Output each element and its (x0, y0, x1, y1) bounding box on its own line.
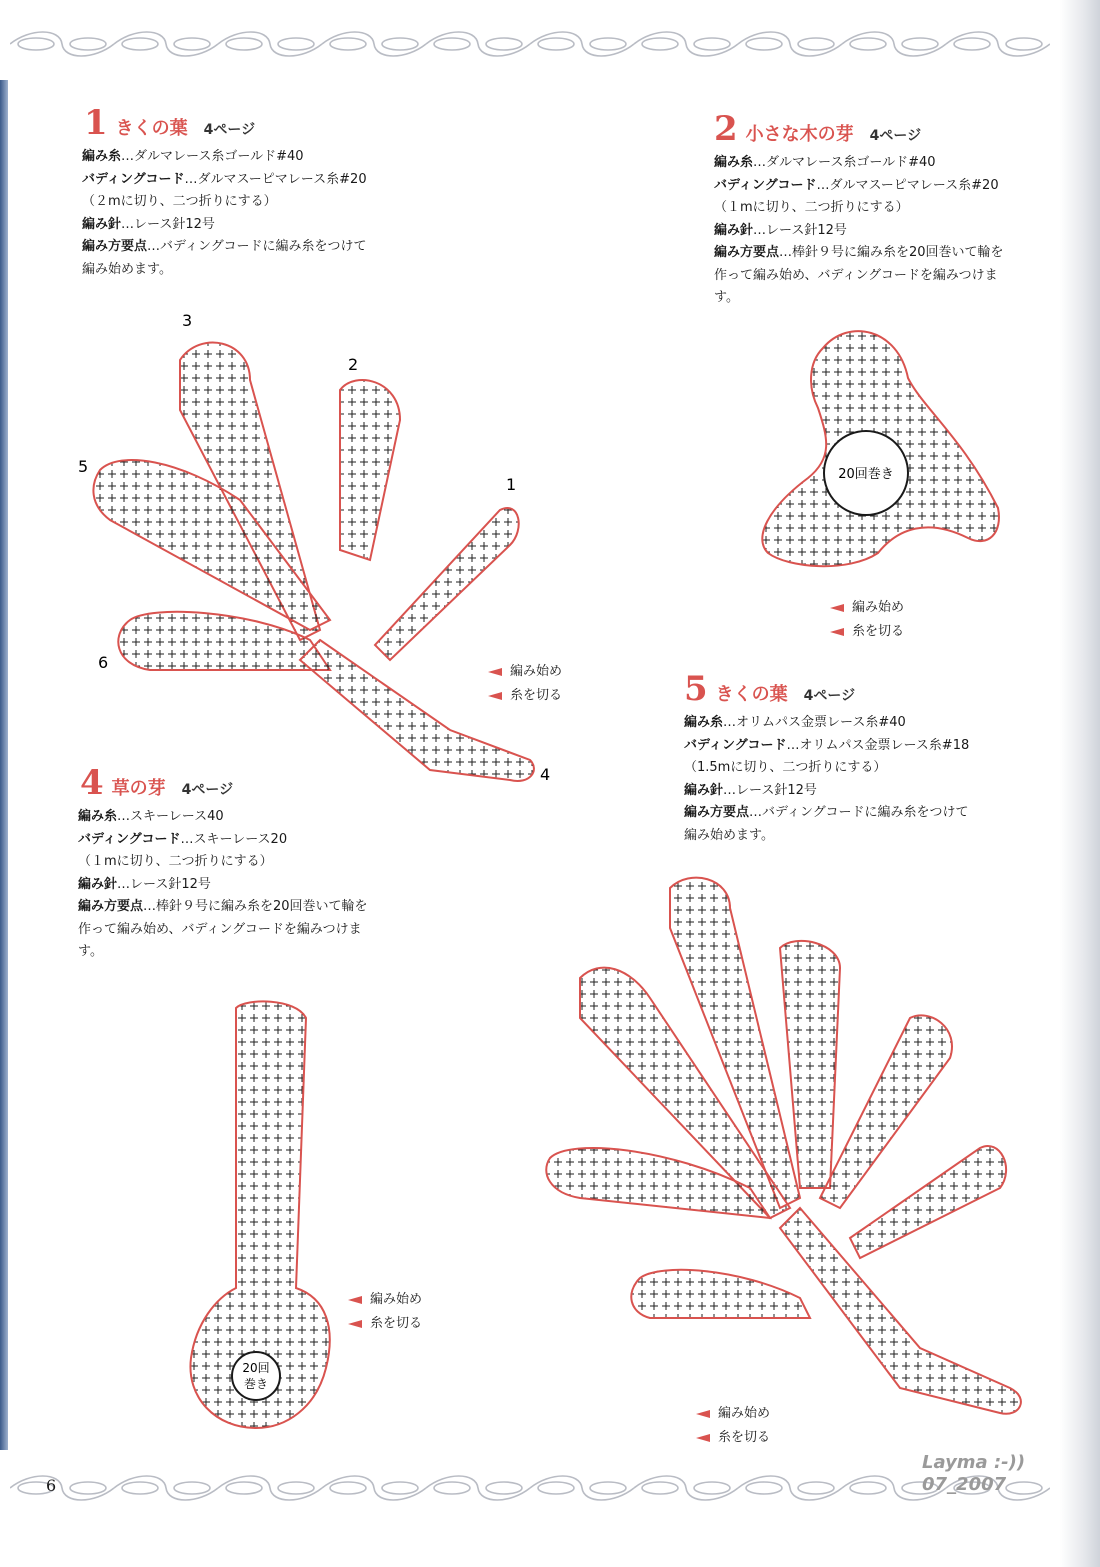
leaf-label-4: 4 (540, 765, 551, 784)
spec-row: 編み針…レース針12号 (78, 876, 211, 892)
leaf-label-3: 3 (182, 311, 193, 330)
legend-start-label: 編み始め (852, 600, 905, 615)
section-2-number: 2 (714, 109, 738, 149)
leaf-label-2: 2 (348, 355, 359, 374)
spec-row: バディングコード…スキーレース20 (78, 831, 288, 847)
spec-row: （１mに切り、二つ折りにする） (714, 200, 909, 215)
spec-row: 編み糸…ダルマレース糸ゴールド#40 (714, 155, 936, 170)
section-1-page-ref: 4ページ (203, 122, 256, 138)
section-5-diagram (540, 868, 1040, 1428)
spec-row: 作って編み始め、バディングコードを編みつけま (714, 267, 998, 283)
section-5-legend (694, 1402, 770, 1450)
legend-cut-label: 糸を切る (370, 1316, 423, 1331)
section-4-spec (78, 806, 368, 964)
legend-cut-label: 糸を切る (510, 688, 563, 703)
page-gutter-shadow (1060, 0, 1100, 1567)
section-5-page-ref: 4ページ (803, 688, 856, 704)
spec-row: 編み糸…スキーレース40 (78, 809, 224, 824)
spec-row: 編み始めます。 (684, 827, 774, 843)
spec-row: 編み糸…オリムパス金票レース糸#40 (684, 715, 906, 730)
center-ring-label-2: 巻き (243, 1377, 269, 1391)
section-1-spec (82, 146, 367, 281)
spec-row: 編み糸…ダルマレース糸ゴールド#40 (82, 149, 304, 164)
page-number: 6 (46, 1476, 57, 1495)
leaf-d (820, 1015, 952, 1208)
leaf-label-1: 1 (506, 475, 517, 494)
section-2-spec (714, 152, 1004, 310)
page-binding-edge (0, 80, 8, 1450)
center-ring-label: 20回巻き (838, 467, 894, 482)
section-4-number: 4 (80, 763, 104, 803)
legend-cut-label: 糸を切る (852, 624, 905, 639)
watermark (922, 1452, 1025, 1496)
leaf-label-5: 5 (78, 457, 89, 476)
spec-row: 編み方要点…棒針９号に編み糸を20回巻いて輪を (714, 245, 1004, 260)
section-5-title (684, 669, 856, 709)
spec-row: 編み方要点…バディングコードに編み糸をつけて (82, 239, 367, 254)
section-5-spec (684, 712, 969, 847)
spec-row: す。 (714, 290, 739, 305)
section-1-legend (486, 660, 562, 708)
spec-row: 編み方要点…棒針９号に編み糸を20回巻いて輪を (78, 899, 368, 914)
section-1-title (84, 103, 256, 143)
section-4-diagram (176, 988, 336, 1448)
section-4-title (80, 763, 234, 803)
spec-row: 編み針…レース針12号 (714, 222, 847, 238)
legend-start-label: 編み始め (510, 664, 563, 679)
section-1-diagram (70, 300, 570, 840)
leaf-g (631, 1270, 810, 1318)
spec-row: す。 (78, 944, 103, 959)
center-ring-label-1: 20回 (242, 1361, 270, 1375)
section-2-diagram (748, 318, 1018, 598)
section-1-name: きくの葉 (115, 118, 188, 139)
spec-row: 編み方要点…バディングコードに編み糸をつけて (684, 805, 969, 820)
legend-start-label: 編み始め (718, 1406, 771, 1421)
spec-row: 編み針…レース針12号 (82, 216, 215, 232)
spec-row: （1.5mに切り、二つ折りにする） (684, 760, 887, 775)
section-2-page-ref: 4ページ (869, 128, 922, 144)
leaf-label-6: 6 (98, 653, 109, 672)
section-5-number: 5 (684, 669, 708, 709)
spec-row: 編み針…レース針12号 (684, 782, 817, 798)
section-1-number: 1 (84, 103, 108, 143)
spec-row: バディングコード…オリムパス金票レース糸#18 (684, 737, 970, 753)
bottom-ornament (10, 1468, 1050, 1508)
leaf-2 (340, 380, 400, 560)
leaf-1 (375, 508, 519, 660)
legend-start-label: 編み始め (370, 1292, 423, 1307)
section-2-name: 小さな木の芽 (745, 124, 854, 145)
watermark-line-1: Layma :-)) (922, 1452, 1026, 1473)
watermark-line-2: 07_2007 (922, 1474, 1007, 1495)
section-4-legend (346, 1288, 422, 1336)
section-4-page-ref: 4ページ (181, 782, 234, 798)
section-2-title (714, 109, 922, 149)
spec-row: 作って編み始め、バディングコードを編みつけま (78, 921, 362, 937)
spec-row: 編み始めます。 (82, 261, 172, 277)
legend-cut-label: 糸を切る (718, 1430, 771, 1445)
spec-row: （１mに切り、二つ折りにする） (78, 854, 273, 869)
spec-row: （２mに切り、二つ折りにする） (82, 194, 277, 209)
spec-row: バディングコード…ダルマスーピマレース糸#20 (82, 171, 367, 187)
section-2-legend (828, 596, 904, 644)
top-ornament (10, 24, 1050, 64)
section-5-name: きくの葉 (715, 684, 788, 705)
center-ring (232, 1352, 280, 1400)
section-4-name: 草の芽 (111, 778, 166, 799)
spec-row: バディングコード…ダルマスーピマレース糸#20 (714, 177, 999, 193)
